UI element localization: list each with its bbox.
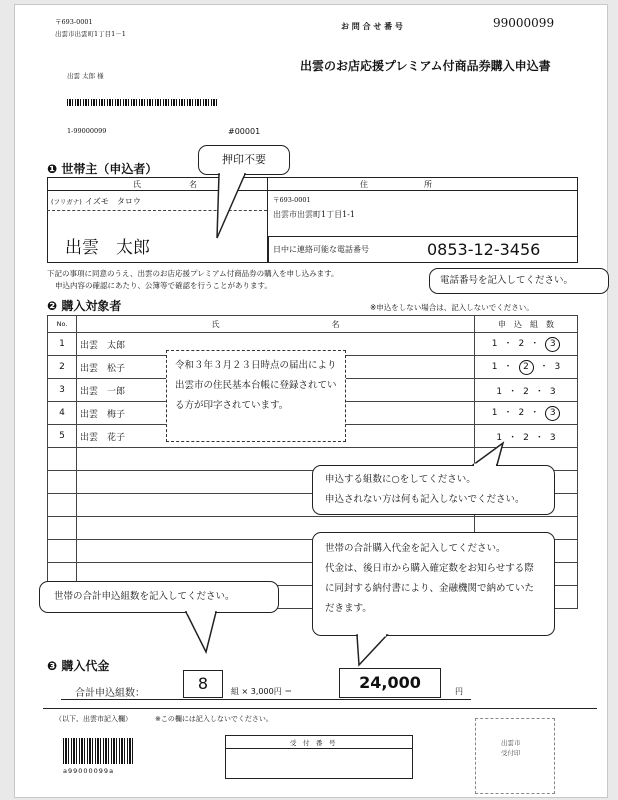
total-sets-value: 8 [183,670,223,698]
option-separator: ・ [508,386,518,397]
no-seal-callout [198,145,290,175]
sets-callout-line2: 申込されない方は何も記入しないでください。 [325,494,525,505]
row-sets[interactable] [475,425,578,448]
row-name: 出雲 一郎 [77,379,475,402]
info-box: 令和３年３月２３日時点の届出により出雲市の住民基本台帳に登録されている方が印字されています。 [166,350,346,442]
residence-address: 出雲市出雲町1丁目1-1 [273,210,355,219]
row-number [48,517,77,540]
row-name: 出雲 松子 [77,356,475,379]
set-option-1[interactable]: 1 [491,339,498,349]
row-sets[interactable] [475,356,578,379]
postal-barcode [67,99,217,106]
option-separator: ・ [508,432,518,443]
callout-pointer-icon [357,635,358,636]
set-option-3[interactable]: 3 [545,406,560,421]
section3-title: 購入代金 [61,659,110,673]
section2-marker: ❷ [47,299,58,313]
sets-callout [312,465,555,515]
office-label: （以下、出雲市記入欄） [55,715,132,723]
row-sets[interactable] [475,333,578,356]
application-form-page [14,4,608,798]
serial-number: #00001 [228,127,261,136]
postal-code: 〒693-0001 [55,18,93,26]
consent-line2: 申込内容の確認にあたり、公簿等で確認を行うことがあります。 [55,281,272,290]
row-number: 2 [48,356,77,379]
set-option-3[interactable]: 3 [554,362,561,372]
row-number [48,448,77,471]
section1-heading [47,160,157,177]
option-separator: ・ [503,362,513,372]
row-name: 出雲 花子 [77,425,475,448]
total-amount: 24,000 [339,668,441,698]
section3-heading [47,657,109,674]
set-option-1[interactable]: 1 [491,408,498,418]
section1-title: 世帯主（申込者） [61,162,158,176]
furigana-label: (フリガナ) [51,198,82,206]
section2-heading [47,297,121,314]
consent-line1: 下記の事項に同意のうえ、出雲のお店応援プレミアム付商品券の購入を申し込みます。 [47,269,339,278]
option-separator: ・ [503,408,513,418]
row-name: 出雲 太郎 [77,333,475,356]
set-option-3[interactable]: 3 [549,432,556,443]
total-sets-label: 合計申込組数： [75,688,145,699]
row-sets[interactable] [475,379,578,402]
phone-callout [429,268,609,294]
callout-pointer-icon [219,174,220,175]
phone-number: 0853-12-3456 [427,240,541,259]
phone-label: 日中に連絡可能な電話番号 [273,245,369,254]
residence-postal: 〒693-0001 [273,196,311,204]
sets-callout-line1: 申込する組数に○をしてください。 [325,474,476,485]
barcode-text: a99000099a [63,767,115,775]
customer-id: 1-99000099 [67,127,107,135]
set-option-1[interactable]: 1 [496,386,503,397]
col-no-header: No. [48,316,77,333]
total-callout-line2: 代金は、後日市から購入確定数をお知らせする際に同封する納付書により、金融機関で納めていただきます。 [325,563,535,614]
office-divider [43,708,597,709]
receipt-header-line [225,748,413,749]
row-name: 出雲 梅子 [77,402,475,425]
row-number [48,494,77,517]
set-option-3[interactable]: 3 [545,337,560,352]
option-separator: ・ [534,432,544,443]
inquiry-label: お 問 合 せ 番 号 [341,22,403,31]
address-column-label: 住 所 [360,180,432,189]
name-column-label: 氏 名 [133,180,197,189]
set-option-2[interactable]: 2 [523,386,529,397]
row-number [48,540,77,563]
householder-header-line [47,190,578,191]
recipient-name: 出雲 太郎 様 [67,72,104,80]
office-note: ※この欄には記入しないでください。 [155,715,273,723]
callout-pointer-icon [473,465,474,466]
section3-marker: ❸ [47,659,58,673]
stamp-label-2: 受付印 [501,749,521,757]
section2-note: ※申込をしない場合は、記入しないでください。 [370,303,534,312]
row-number: 4 [48,402,77,425]
householder-name: 出雲 太郎 [65,238,150,258]
sets-total-callout-text: 世帯の合計申込組数を記入してください。 [54,591,235,602]
inquiry-number: 99000099 [493,16,555,30]
set-option-2[interactable]: 2 [519,360,534,375]
col-sets-header: 申 込 組 数 [475,316,578,333]
total-underline [61,699,471,700]
set-option-2[interactable]: 2 [523,432,529,443]
set-option-2[interactable]: 2 [518,408,525,418]
set-option-3[interactable]: 3 [549,386,556,397]
col-name-header: 氏 名 [77,316,475,333]
option-separator: ・ [530,408,540,418]
no-seal-text: 押印不要 [222,153,266,166]
total-callout-line1: 世帯の合計購入代金を記入してください。 [325,543,506,554]
section1-marker: ❶ [47,162,58,176]
barcode [63,738,135,764]
row-number: 3 [48,379,77,402]
stamp-label-1: 出雲市 [501,739,521,747]
row-number: 5 [48,425,77,448]
currency-unit: 円 [455,687,463,696]
table-header-row [48,316,578,333]
callout-pointer-icon [186,612,187,613]
set-option-2[interactable]: 2 [518,339,525,349]
option-separator: ・ [534,386,544,397]
section2-title: 購入対象者 [61,299,122,313]
furigana-value: イズモ タロウ [85,197,141,206]
set-option-1[interactable]: 1 [496,432,503,443]
option-separator: ・ [503,339,513,349]
receipt-number-label: 受 付 番 号 [290,739,336,747]
price-formula: 組 × 3,000円 ＝ [231,687,293,696]
mailing-address: 出雲市出雲町1丁目1－1 [55,30,126,38]
option-separator: ・ [539,362,549,372]
furigana-separator [47,210,267,211]
set-option-1[interactable]: 1 [491,362,498,372]
sets-total-callout [39,581,279,613]
form-title: 出雲のお店応援プレミアム付商品券購入申込書 [300,59,551,73]
row-sets[interactable] [475,402,578,425]
option-separator: ・ [530,339,540,349]
row-number [48,471,77,494]
total-callout [312,532,555,636]
phone-callout-text: 電話番号を記入してください。 [440,275,574,286]
row-number: 1 [48,333,77,356]
